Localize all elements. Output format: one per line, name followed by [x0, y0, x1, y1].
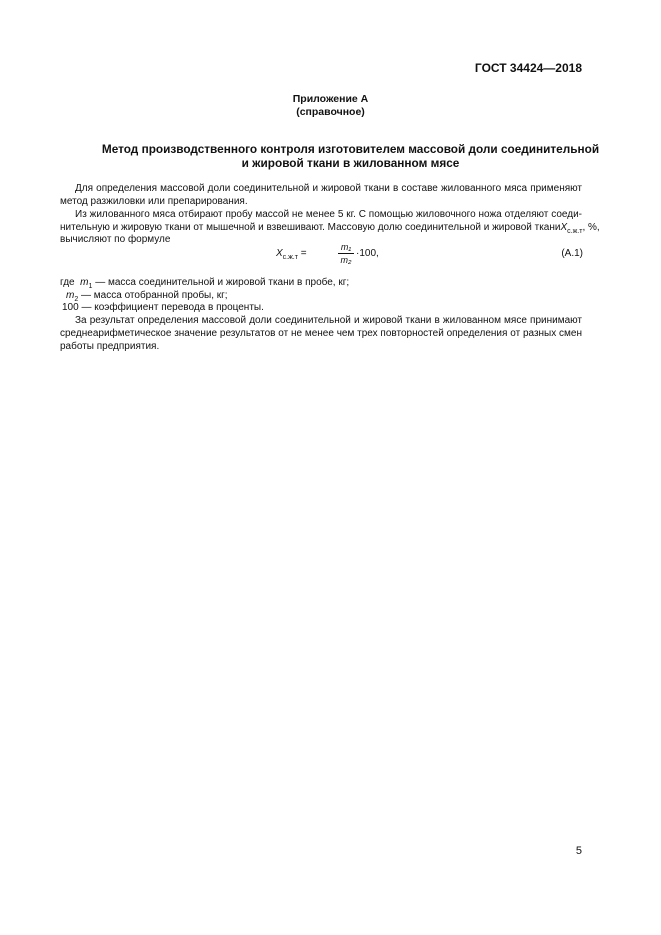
formula-numerator: m₁ — [340, 242, 352, 252]
page-number: 5 — [575, 845, 582, 857]
annex-title: Приложение А — [292, 93, 369, 105]
para3-line1: За результат определения массовой доли соединительной и жировой ткани в жилованном мясе принимают — [75, 315, 582, 326]
heading-line-1: Метод производственного контроля изготовителем массовой доли соединительной — [101, 142, 600, 156]
para2-line2-text: нительную и жировую ткани от мышечной и взвешивают. Массовую долю соединительной и жировой ткани — [60, 222, 561, 233]
where-item-2: $m_2$ — масса отобранной пробы, кг; — [66, 290, 228, 303]
formula-multiplier: ·100, — [356, 248, 379, 259]
where-item-3: 100 — коэффициент перевода в проценты. — [62, 302, 264, 313]
para1-line1: Для определения массовой доли соединительной и жировой ткани в составе жилованного мяса применяют — [75, 183, 582, 194]
para3-line2: среднеарифметическое значение результатов от не менее чем трех повторностей определения от разных смен — [60, 328, 582, 339]
formula-fraction — [338, 242, 354, 265]
standard-designation: ГОСТ 34424—2018 — [474, 61, 582, 75]
para2-variable: $X_{с.ж.т}$, %, — [560, 222, 600, 235]
formula-denominator: m₂ — [340, 255, 352, 265]
para2-line3: вычисляют по формуле — [60, 234, 171, 245]
para1-line2: метод разжиловки или препарирования. — [60, 196, 248, 207]
para3-line3: работы предприятия. — [60, 341, 160, 352]
para2-line1: Из жилованного мяса отбирают пробу массой не менее 5 кг. С помощью жиловочного ножа отделяют соеди- — [75, 209, 582, 220]
where-item-1: где $m_1$ — масса соединительной и жировой ткани в пробе, кг; — [60, 277, 350, 290]
formula-lhs: $X_{с.ж.т}$ = — [276, 248, 307, 261]
heading-line-2: и жировой ткани в жилованном мясе — [241, 156, 460, 170]
equation-number: (А.1) — [561, 248, 583, 259]
fraction-bar — [338, 253, 354, 254]
annex-type: (справочное) — [296, 106, 365, 118]
